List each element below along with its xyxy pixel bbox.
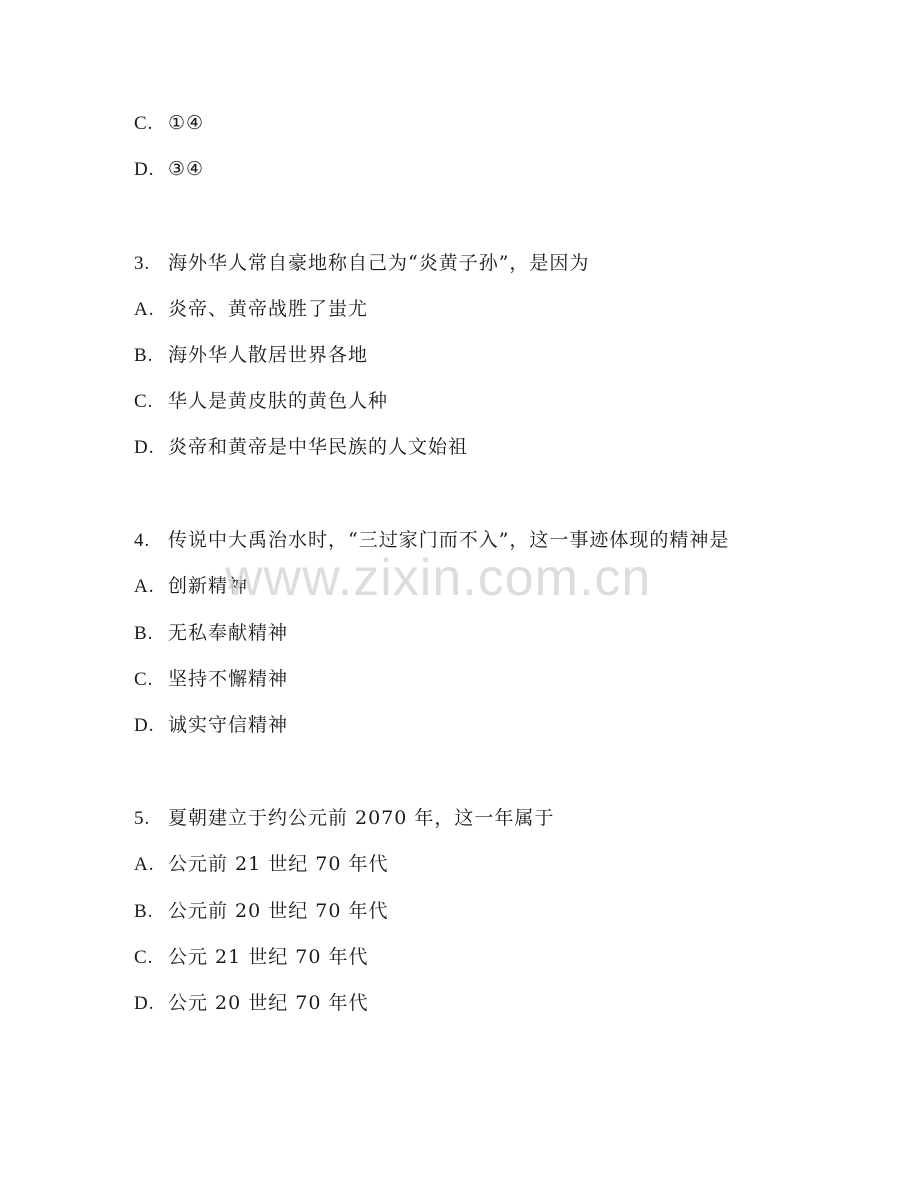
option-text: 海外华人散居世界各地	[168, 344, 369, 366]
q5-stem	[134, 806, 554, 831]
option-label: B.	[134, 901, 154, 922]
option-text: ①④	[168, 112, 205, 134]
q3-option-c	[134, 389, 388, 414]
q3-option-b	[134, 343, 368, 368]
option-text: 华人是黄皮肤的黄色人种	[168, 390, 389, 412]
option-label: D.	[134, 159, 155, 180]
q4-option-b	[134, 621, 288, 646]
option-text: ③④	[168, 158, 205, 180]
question-number: 5.	[134, 808, 151, 829]
q4-option-a	[134, 574, 248, 599]
q5-option-d	[134, 991, 369, 1016]
q2-option-c	[134, 111, 204, 136]
option-label: A.	[134, 299, 155, 320]
option-text: 公元前 21 世纪 70 年代	[168, 853, 389, 875]
q5-option-b	[134, 899, 389, 924]
option-label: B.	[134, 345, 154, 366]
option-text: 公元 21 世纪 70 年代	[168, 946, 369, 968]
q2-option-d	[134, 157, 204, 182]
option-label: D.	[134, 993, 155, 1014]
q4-option-d	[134, 713, 288, 738]
option-text: 无私奉献精神	[168, 622, 289, 644]
q3-option-d	[134, 435, 468, 460]
q5-option-c	[134, 945, 369, 970]
question-text: 传说中大禹治水时，“三过家门而不入”，这一事迹体现的精神是	[168, 529, 730, 551]
q5-option-a	[134, 852, 389, 877]
option-label: D.	[134, 437, 155, 458]
option-text: 公元前 20 世纪 70 年代	[168, 900, 389, 922]
option-text: 炎帝、黄帝战胜了蚩尤	[168, 298, 369, 320]
option-text: 公元 20 世纪 70 年代	[168, 992, 369, 1014]
q3-option-a	[134, 297, 368, 322]
option-label: C.	[134, 669, 154, 690]
watermark: www.zixin.com.cn	[225, 549, 652, 607]
question-number: 3.	[134, 253, 151, 274]
option-label: A.	[134, 576, 155, 597]
option-text: 诚实守信精神	[168, 714, 289, 736]
option-label: B.	[134, 623, 154, 644]
option-label: A.	[134, 854, 155, 875]
option-label: D.	[134, 715, 155, 736]
option-label: C.	[134, 391, 154, 412]
q3-stem	[134, 251, 589, 276]
option-text: 坚持不懈精神	[168, 668, 289, 690]
question-text: 海外华人常自豪地称自己为“炎黄子孙”，是因为	[168, 252, 590, 274]
option-text: 炎帝和黄帝是中华民族的人文始祖	[168, 436, 469, 458]
question-number: 4.	[134, 530, 151, 551]
q4-stem	[134, 528, 729, 553]
option-text: 创新精神	[168, 575, 249, 597]
option-label: C.	[134, 947, 154, 968]
option-label: C.	[134, 113, 154, 134]
q4-option-c	[134, 667, 288, 692]
question-text: 夏朝建立于约公元前 2070 年，这一年属于	[168, 807, 555, 829]
